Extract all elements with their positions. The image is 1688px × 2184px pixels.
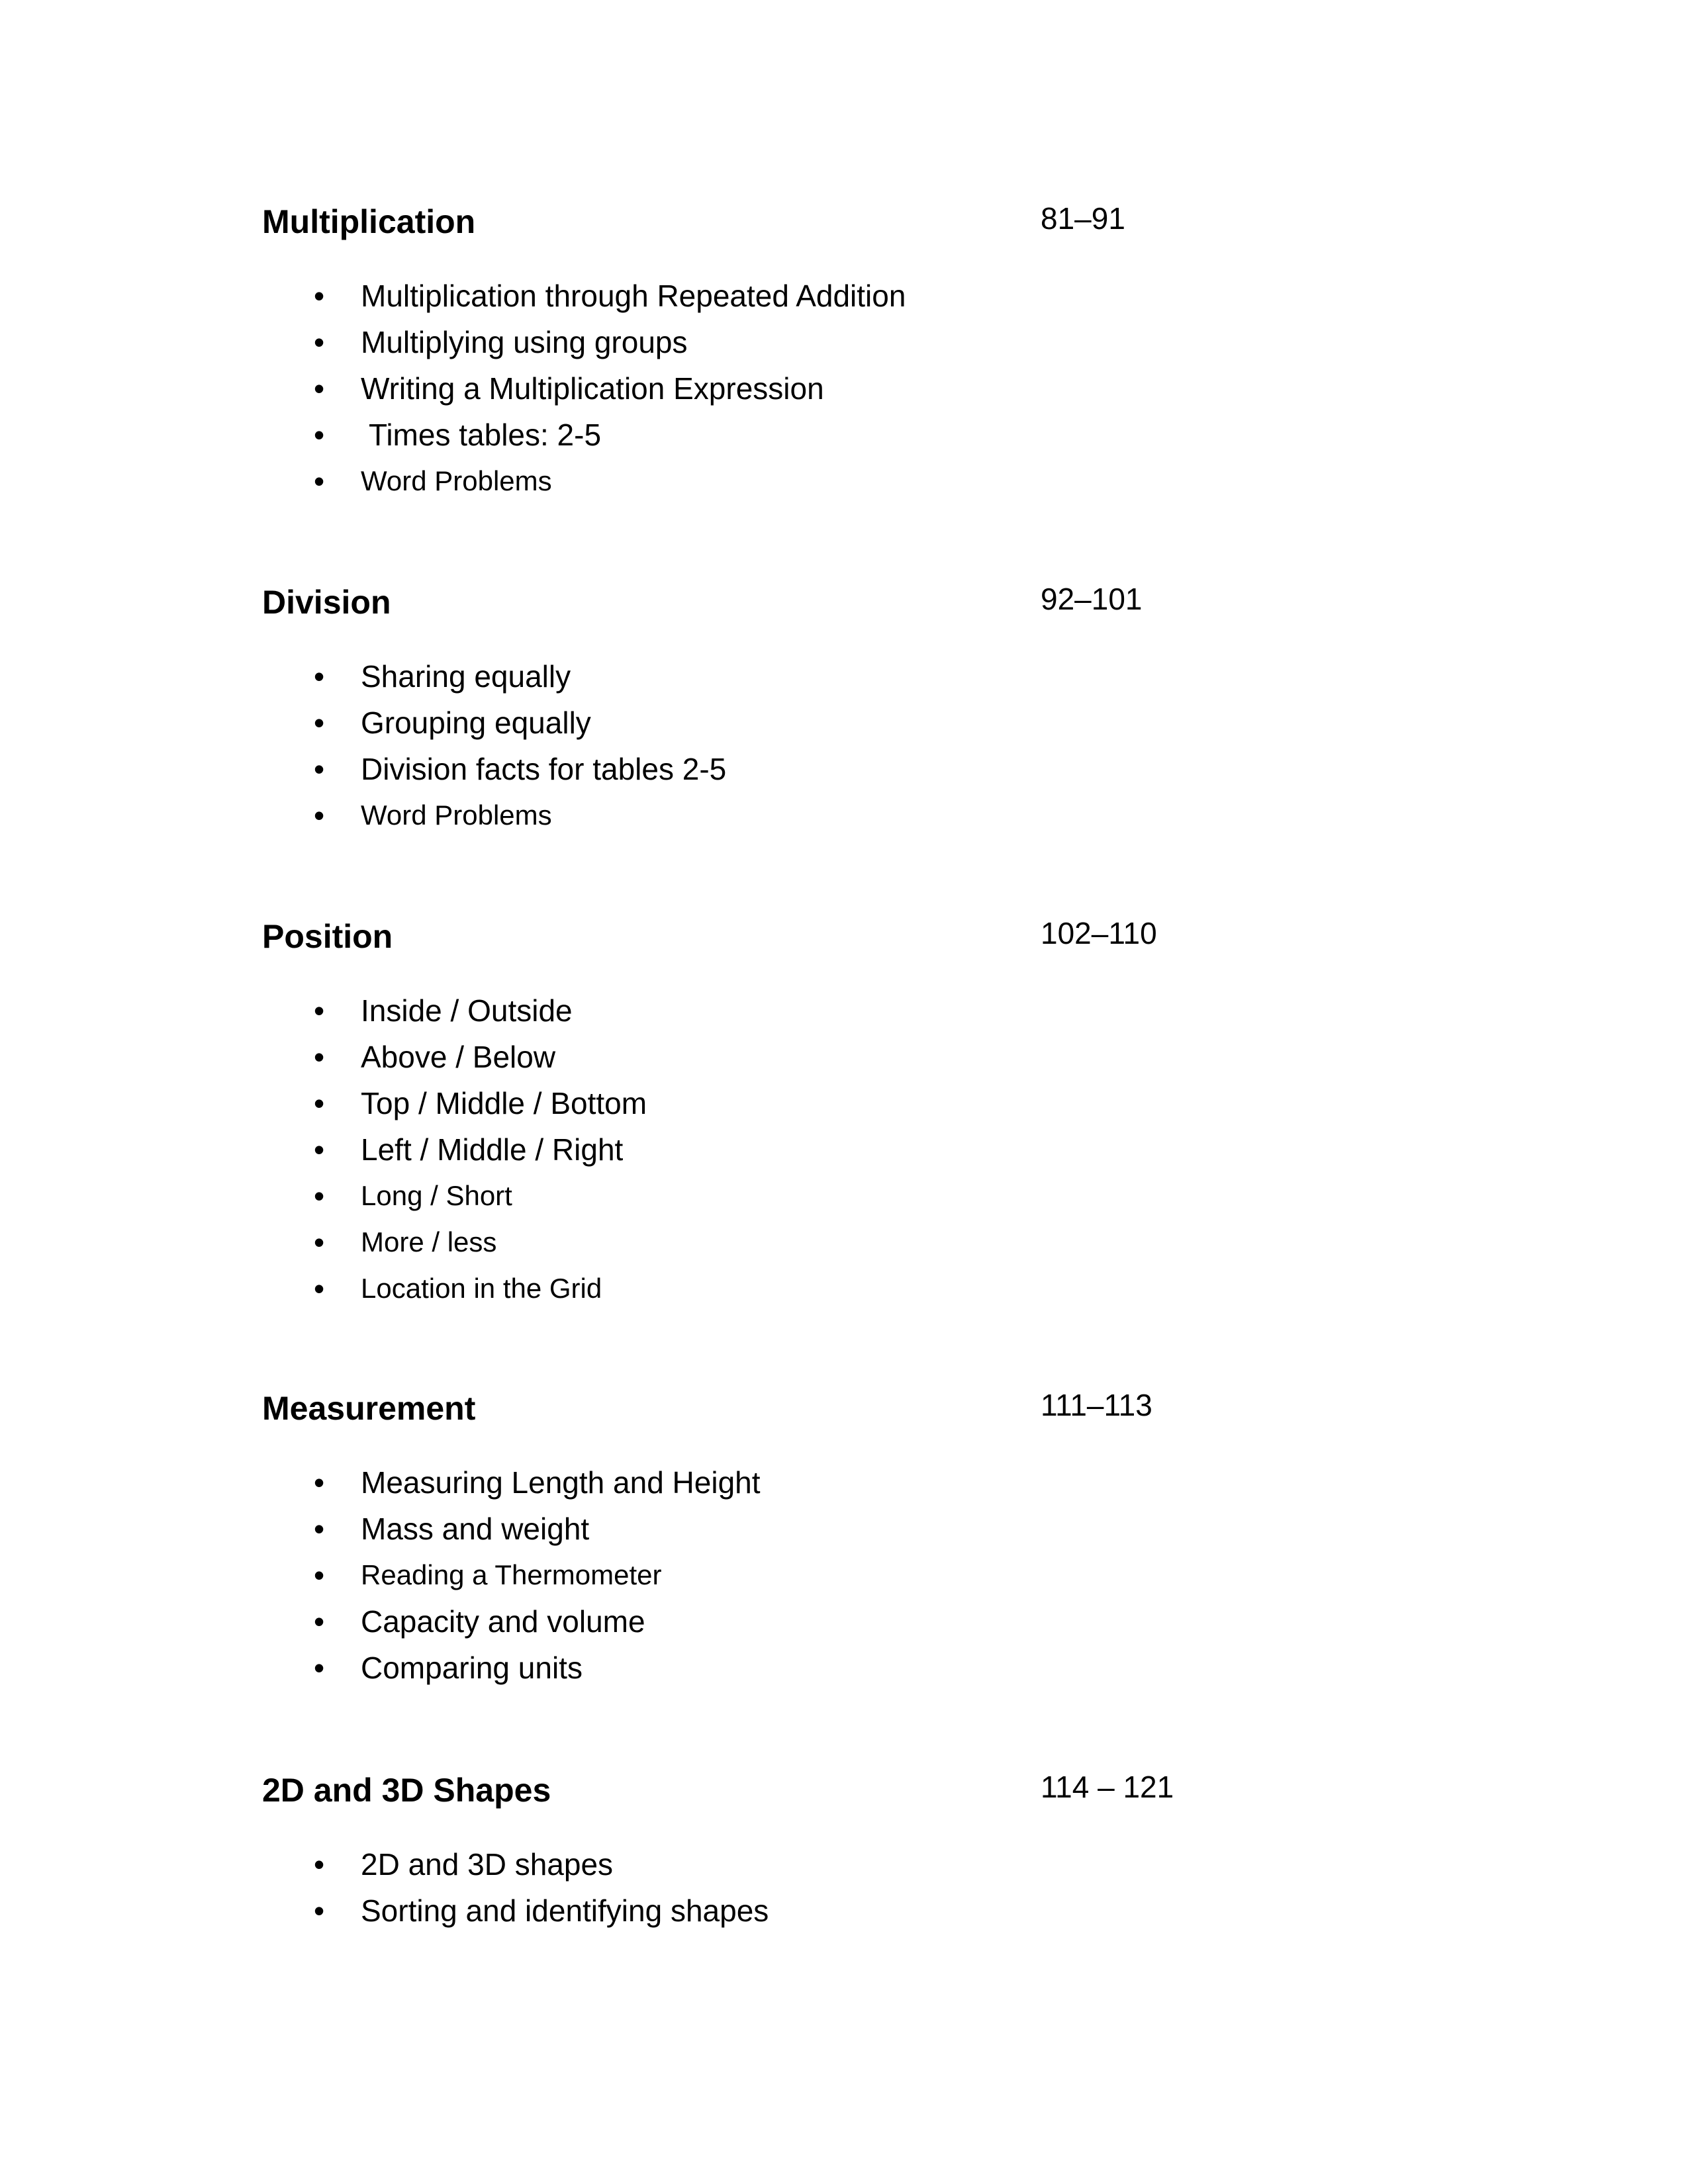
bullet-icon: • (314, 752, 325, 786)
bullet-icon: • (314, 371, 325, 406)
section-title: 2D and 3D Shapes (262, 1772, 551, 1809)
topic-text: Measuring Length and Height (361, 1465, 761, 1500)
topic-text: Location in the Grid (361, 1273, 602, 1304)
section-title: Position (262, 918, 393, 955)
topic-text: Times tables: 2-5 (361, 418, 602, 452)
topic-text: Word Problems (361, 465, 552, 496)
topic-text: Top / Middle / Bottom (361, 1086, 647, 1120)
topic-text: Mass and weight (361, 1512, 590, 1546)
topic-text: More / less (361, 1226, 497, 1257)
section-title: Measurement (262, 1390, 476, 1427)
bullet-icon: • (314, 1512, 325, 1546)
topic-text: Above / Below (361, 1040, 556, 1074)
topic-text: Word Problems (361, 799, 552, 831)
topic-text: Sorting and identifying shapes (361, 1893, 769, 1928)
topic-text: Writing a Multiplication Expression (361, 371, 824, 406)
bullet-icon: • (314, 993, 325, 1028)
topic-text: Division facts for tables 2-5 (361, 752, 727, 786)
topic-text: Multiplication through Repeated Addition (361, 279, 906, 313)
topic-text: Sharing equally (361, 659, 571, 694)
section-title: Division (262, 584, 391, 621)
topic-text: Capacity and volume (361, 1604, 645, 1639)
topic-text: Reading a Thermometer (361, 1559, 662, 1590)
bullet-icon: • (314, 1465, 325, 1500)
page-range: 81–91 (1041, 201, 1125, 236)
bullet-icon: • (314, 1132, 325, 1167)
bullet-icon: • (314, 1086, 325, 1120)
topic-text: Long / Short (361, 1180, 512, 1211)
topic-text: Grouping equally (361, 705, 591, 740)
bullet-icon: • (314, 1179, 325, 1213)
topic-text: Left / Middle / Right (361, 1132, 624, 1167)
topic-text: Multiplying using groups (361, 325, 688, 359)
topic-text: 2D and 3D shapes (361, 1847, 614, 1882)
bullet-icon: • (314, 659, 325, 694)
bullet-icon: • (314, 279, 325, 313)
bullet-icon: • (314, 1651, 325, 1685)
bullet-icon: • (314, 464, 325, 498)
page-range: 111–113 (1041, 1388, 1152, 1422)
topic-text: Comparing units (361, 1651, 583, 1685)
page-range: 114 – 121 (1041, 1770, 1174, 1804)
bullet-icon: • (314, 1225, 325, 1259)
bullet-icon: • (314, 705, 325, 740)
bullet-icon: • (314, 1847, 325, 1882)
bullet-icon: • (314, 325, 325, 359)
bullet-icon: • (314, 1558, 325, 1592)
bullet-icon: • (314, 1893, 325, 1928)
topic-text: Inside / Outside (361, 993, 573, 1028)
page-range: 92–101 (1041, 582, 1143, 616)
page-range: 102–110 (1041, 916, 1157, 950)
bullet-icon: • (314, 798, 325, 833)
section-title: Multiplication (262, 203, 476, 240)
bullet-icon: • (314, 418, 325, 452)
bullet-icon: • (314, 1604, 325, 1639)
bullet-icon: • (314, 1040, 325, 1074)
bullet-icon: • (314, 1271, 325, 1306)
